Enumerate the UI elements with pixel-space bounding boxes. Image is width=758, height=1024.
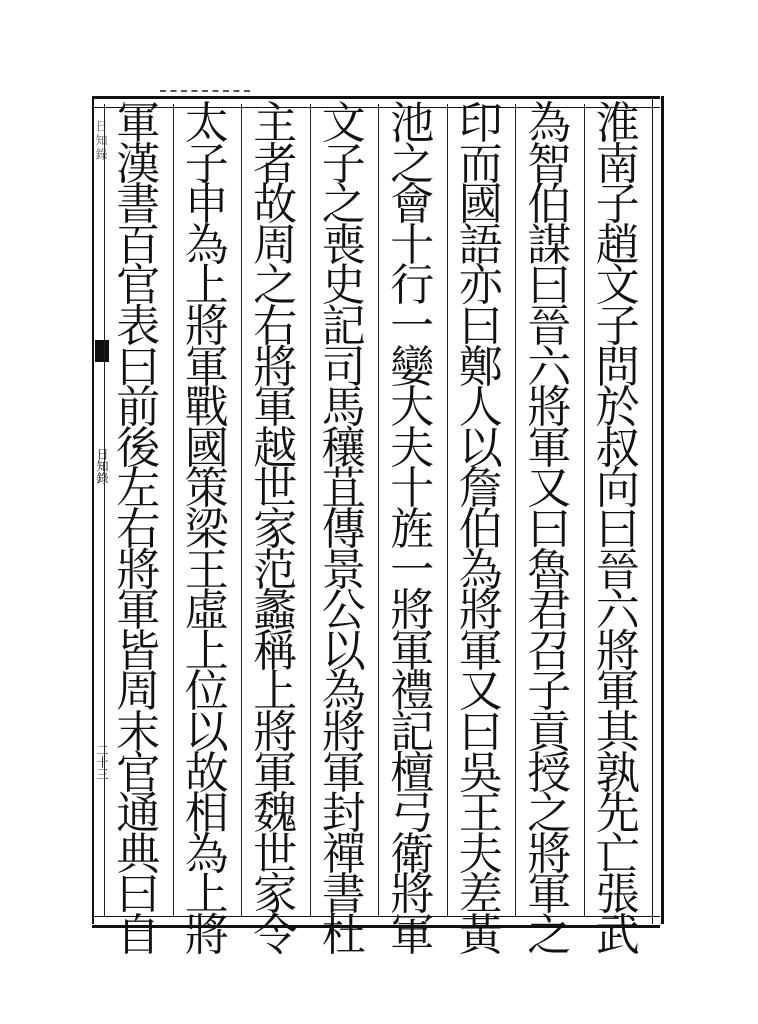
frame-bottom-border — [92, 916, 660, 928]
column-divider — [310, 104, 311, 916]
gutter-chapter-label: 日知錄 — [95, 448, 109, 484]
text-column: 池 之 會 十 行 一 孌 大 夫 十 旌 一 將 軍 禮 記 檀 弓 衛 將 軍 — [390, 98, 435, 961]
top-edge-mark — [160, 90, 250, 94]
column-divider — [104, 104, 105, 916]
frame-right-border — [652, 96, 664, 924]
text-column: 淮 南 子 趙 文 子 問 於 叔 向 曰 晉 六 將 軍 其 孰 先 亡 張 武 — [595, 98, 640, 961]
text-column: 印 而 國 語 亦 曰 鄭 人 以 詹 伯 為 將 軍 又 曰 吳 王 夫 差 黃 — [458, 98, 503, 961]
column-divider — [173, 104, 174, 916]
column-divider — [515, 104, 516, 916]
text-column: 為 智 伯 謀 曰 晉 六 將 軍 又 曰 魯 君 召 子 貢 授 之 將 軍 之 — [527, 98, 572, 961]
gutter-page-number: 二十三 — [95, 744, 109, 780]
column-divider — [378, 104, 379, 916]
text-column: 太 子 申 為 上 將 軍 戰 國 策 梁 王 虛 上 位 以 故 相 為 上 將 — [184, 98, 229, 961]
gutter-fishtail-mark — [95, 340, 109, 362]
column-divider — [447, 104, 448, 916]
text-column: 文 子 之 喪 史 記 司 馬 穰 苴 傳 景 公 以 為 將 軍 封 禪 書 杜 — [321, 98, 366, 961]
column-divider — [241, 104, 242, 916]
text-column: 主 者 故 周 之 右 將 軍 越 世 家 范 蠡 稱 上 將 軍 魏 世 家 令 — [253, 98, 298, 961]
column-divider — [584, 104, 585, 916]
gutter-book-title: 日知錄 — [94, 120, 108, 162]
text-column: 軍 漢 書 百 官 表 曰 前 後 左 右 將 軍 皆 周 末 官 通 典 曰 自 — [116, 98, 161, 961]
